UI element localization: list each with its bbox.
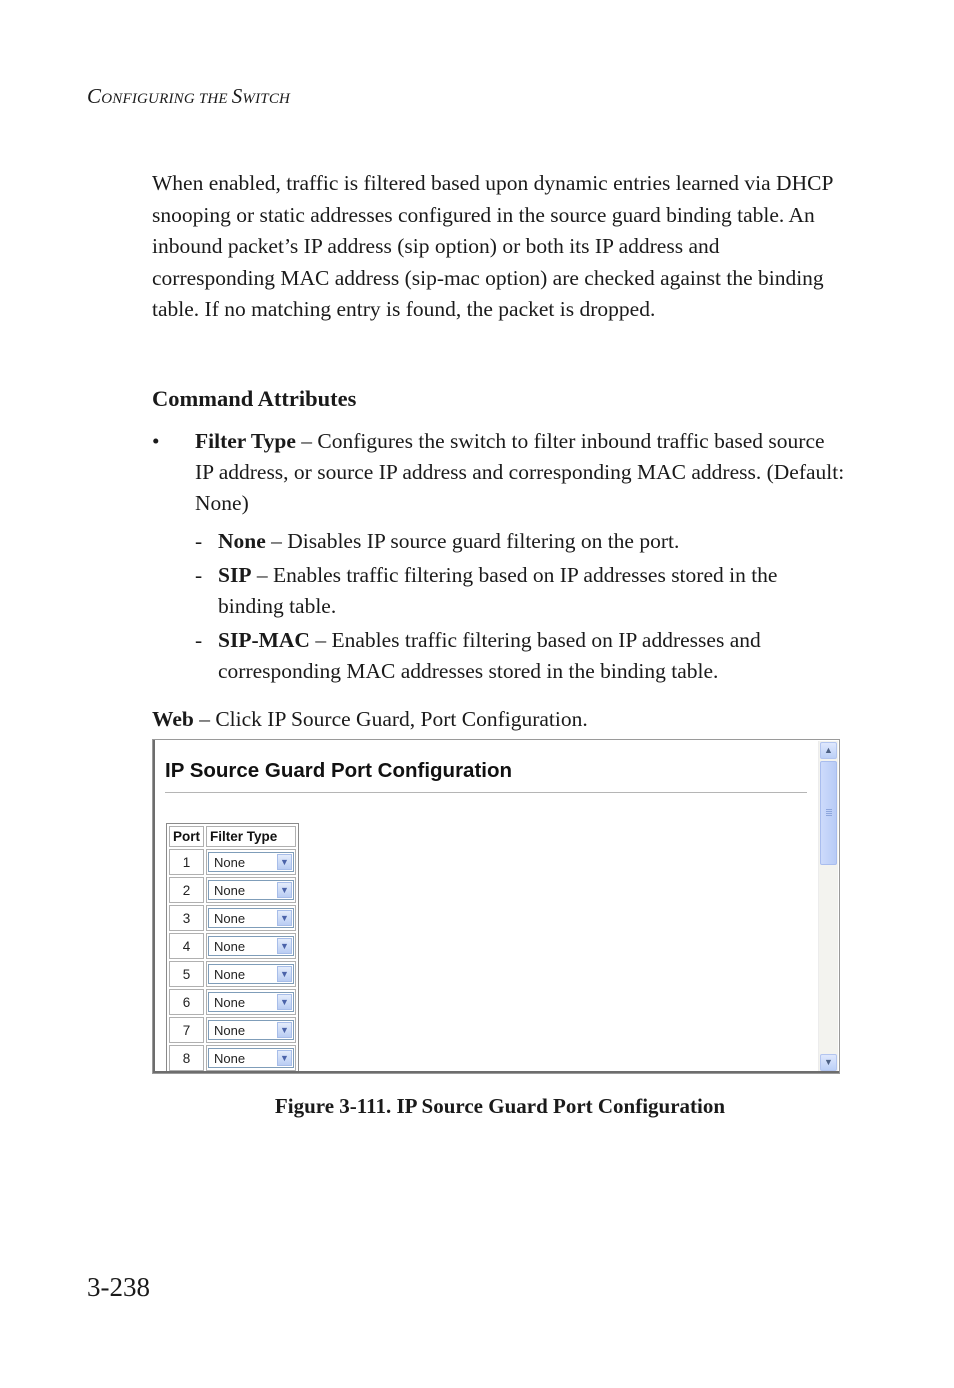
- select-value: None: [214, 967, 246, 982]
- port-number: 7: [169, 1017, 204, 1043]
- option-dash: -: [195, 563, 203, 587]
- port-number: 2: [169, 877, 204, 903]
- filter-cell: [206, 989, 296, 1015]
- filter-cell: [206, 933, 296, 959]
- panel-title: IP Source Guard Port Configuration: [165, 759, 513, 782]
- attribute-description: – Configures the switch to filter inbound traffic based source IP address, or source IP address and corresponding MAC address. (Default: None): [195, 429, 845, 515]
- select-value: None: [214, 911, 246, 926]
- option-term: None: [218, 529, 266, 553]
- filter-type-select[interactable]: [208, 880, 294, 900]
- filter-cell: [206, 905, 296, 931]
- option-term: SIP-MAC: [218, 628, 310, 652]
- chevron-down-icon[interactable]: ▼: [277, 966, 292, 982]
- option-term: SIP: [218, 563, 252, 587]
- chevron-down-icon[interactable]: ▼: [277, 938, 292, 954]
- port-number: 1: [169, 849, 204, 875]
- chevron-down-icon[interactable]: ▼: [277, 882, 292, 898]
- title-divider: [165, 792, 807, 793]
- running-head: [87, 84, 290, 109]
- filter-type-select[interactable]: [208, 908, 294, 928]
- select-value: None: [214, 1023, 246, 1038]
- chevron-down-icon[interactable]: ▼: [277, 994, 292, 1010]
- running-head-part: WITCH: [242, 91, 291, 107]
- attribute-text: [195, 426, 845, 519]
- scroll-up-arrow-icon[interactable]: ▲: [820, 742, 837, 759]
- chevron-down-icon[interactable]: ▼: [277, 1022, 292, 1038]
- select-value: None: [214, 883, 246, 898]
- option-dash: -: [195, 628, 203, 652]
- chevron-down-icon[interactable]: ▼: [277, 854, 292, 870]
- filter-type-select[interactable]: [208, 964, 294, 984]
- web-term: Web: [152, 707, 194, 731]
- table-row: [169, 1017, 296, 1043]
- frame-shadow-bottom: [153, 1071, 839, 1073]
- table-row: [169, 877, 296, 903]
- chevron-down-icon[interactable]: ▼: [277, 1050, 292, 1066]
- filter-cell: [206, 877, 296, 903]
- select-value: None: [214, 995, 246, 1010]
- web-description: – Click IP Source Guard, Port Configuration.: [193, 707, 588, 731]
- table-row: [169, 933, 296, 959]
- port-number: 3: [169, 905, 204, 931]
- grip-icon: [826, 809, 832, 817]
- vertical-scrollbar[interactable]: [818, 741, 838, 1072]
- filter-cell: [206, 1017, 296, 1043]
- frame-shadow-left: [153, 740, 155, 1073]
- filter-cell: [206, 961, 296, 987]
- select-value: None: [214, 1051, 246, 1066]
- table-header-row: [169, 826, 296, 847]
- table-row: [169, 905, 296, 931]
- port-number: 5: [169, 961, 204, 987]
- table-row: [169, 1045, 296, 1071]
- filter-type-select[interactable]: [208, 1048, 294, 1068]
- web-instruction: [152, 704, 588, 735]
- filter-cell: [206, 849, 296, 875]
- filter-cell: [206, 1045, 296, 1071]
- option-description: – Enables traffic filtering based on IP addresses and corresponding MAC addresses stored in the binding table.: [218, 628, 761, 683]
- running-head-initial: S: [231, 84, 243, 108]
- option-text: [218, 526, 843, 557]
- option-text: [218, 560, 843, 622]
- intro-paragraph: When enabled, traffic is filtered based upon dynamic entries learned via DHCP snooping or static addresses configured in the source guard binding table. An inbound packet’s IP address (sip option) or both its IP address and corresponding MAC address (sip-mac option) are checked against the binding table. If no matching entry is found, the packet is dropped.: [152, 171, 833, 321]
- option-description: – Disables IP source guard filtering on the port.: [265, 529, 680, 553]
- option-dash: -: [195, 529, 203, 553]
- filter-type-select[interactable]: [208, 992, 294, 1012]
- figure-caption: Figure 3-111. IP Source Guard Port Configuration: [274, 1094, 726, 1118]
- table-row: [169, 961, 296, 987]
- port-config-table: [166, 823, 299, 1074]
- scrollbar-thumb[interactable]: [820, 761, 837, 865]
- table-row: [169, 989, 296, 1015]
- filter-type-select[interactable]: [208, 1020, 294, 1040]
- port-number: 6: [169, 989, 204, 1015]
- scroll-down-arrow-icon[interactable]: ▼: [820, 1054, 837, 1071]
- chevron-down-icon[interactable]: ▼: [277, 910, 292, 926]
- bullet-marker: •: [152, 429, 160, 453]
- option-text: [218, 625, 843, 687]
- filter-type-select[interactable]: [208, 936, 294, 956]
- option-description: – Enables traffic filtering based on IP addresses stored in the binding table.: [218, 563, 778, 618]
- port-number: 8: [169, 1045, 204, 1071]
- attribute-term: Filter Type: [195, 429, 296, 453]
- filter-type-select[interactable]: [208, 852, 294, 872]
- page-number: 3-238: [87, 1272, 150, 1302]
- select-value: None: [214, 939, 246, 954]
- table-row: [169, 849, 296, 875]
- running-head-initial: C: [87, 84, 102, 108]
- screenshot-frame: [152, 739, 840, 1074]
- column-header-port: Port: [169, 826, 204, 847]
- column-header-filter-type: Filter Type: [206, 826, 296, 847]
- section-heading: Command Attributes: [152, 386, 357, 411]
- select-value: None: [214, 855, 246, 870]
- running-head-part: ONFIGURING THE: [101, 91, 232, 107]
- port-number: 4: [169, 933, 204, 959]
